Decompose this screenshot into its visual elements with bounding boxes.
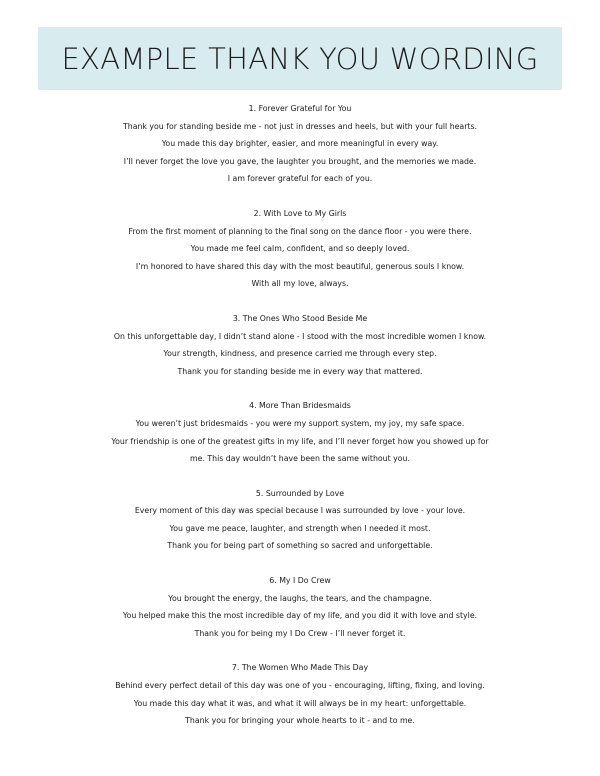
section-7 (0, 659, 600, 729)
section-5 (0, 485, 600, 555)
section-line: You made me feel calm, confident, and so deeply loved. (190, 244, 410, 254)
section-line: Thank you for standing beside me in every way that mattered. (177, 366, 423, 376)
section-2 (0, 205, 600, 293)
section-line: Thank you for being part of something so sacred and unforgettable. (167, 541, 433, 551)
section-line: You made this day what it was, and what it will always be in my heart: unforgettable. (133, 698, 467, 708)
section-line: Your friendship is one of the greatest gifts in my life, and I’ll never forget how you showed up for (111, 436, 489, 446)
section-line: I am forever grateful for each of you. (227, 174, 373, 184)
section-1 (0, 100, 600, 188)
section-line: On this unforgettable day, I didn’t stand alone - I stood with the most incredible women I know. (113, 331, 487, 341)
wording-sections (0, 100, 600, 747)
section-heading: 7. The Women Who Made This Day (231, 663, 369, 673)
section-line: With all my love, always. (251, 279, 349, 289)
title-banner (38, 27, 562, 90)
section-line: From the first moment of planning to the final song on the dance floor - you were there. (128, 226, 472, 236)
section-heading: 5. Surrounded by Love (255, 488, 345, 498)
section-line: You helped make this the most incredible day of my life, and you did it with love and style. (122, 611, 478, 621)
page-title: EXAMPLE THANK YOU WORDING (61, 41, 539, 76)
section-4 (0, 397, 600, 467)
section-line: I’ll never forget the love you gave, the laughter you brought, and the memories we made. (123, 156, 477, 166)
section-line: I’m honored to have shared this day with the most beautiful, generous souls I know. (135, 261, 465, 271)
section-heading: 6. My I Do Crew (269, 576, 331, 586)
section-3 (0, 310, 600, 380)
section-line: Thank you for standing beside me - not just in dresses and heels, but with your full hearts. (122, 121, 478, 131)
section-line: You made this day brighter, easier, and more meaningful in every way. (161, 139, 439, 149)
section-line: You brought the energy, the laughs, the tears, and the champagne. (168, 593, 432, 603)
section-heading: 4. More Than Bridesmaids (249, 401, 351, 411)
section-heading: 3. The Ones Who Stood Beside Me (232, 313, 368, 323)
section-line: You gave me peace, laughter, and strength when I needed it most. (169, 523, 431, 533)
section-line: Behind every perfect detail of this day was one of you - encouraging, lifting, fixing, and loving. (115, 681, 485, 691)
section-heading: 2. With Love to My Girls (253, 208, 347, 218)
section-line: Every moment of this day was special because I was surrounded by love - your love. (134, 506, 466, 516)
section-line: Thank you for being my I Do Crew - I’ll never forget it. (194, 628, 406, 638)
section-line: Your strength, kindness, and presence carried me through every step. (163, 349, 437, 359)
section-6 (0, 572, 600, 642)
section-line: You weren’t just bridesmaids - you were my support system, my joy, my safe space. (135, 418, 465, 428)
section-heading: 1. Forever Grateful for You (248, 104, 352, 113)
section-line: me. This day wouldn’t have been the same without you. (190, 454, 410, 464)
section-line: Thank you for bringing your whole hearts to it - and to me. (185, 716, 415, 726)
